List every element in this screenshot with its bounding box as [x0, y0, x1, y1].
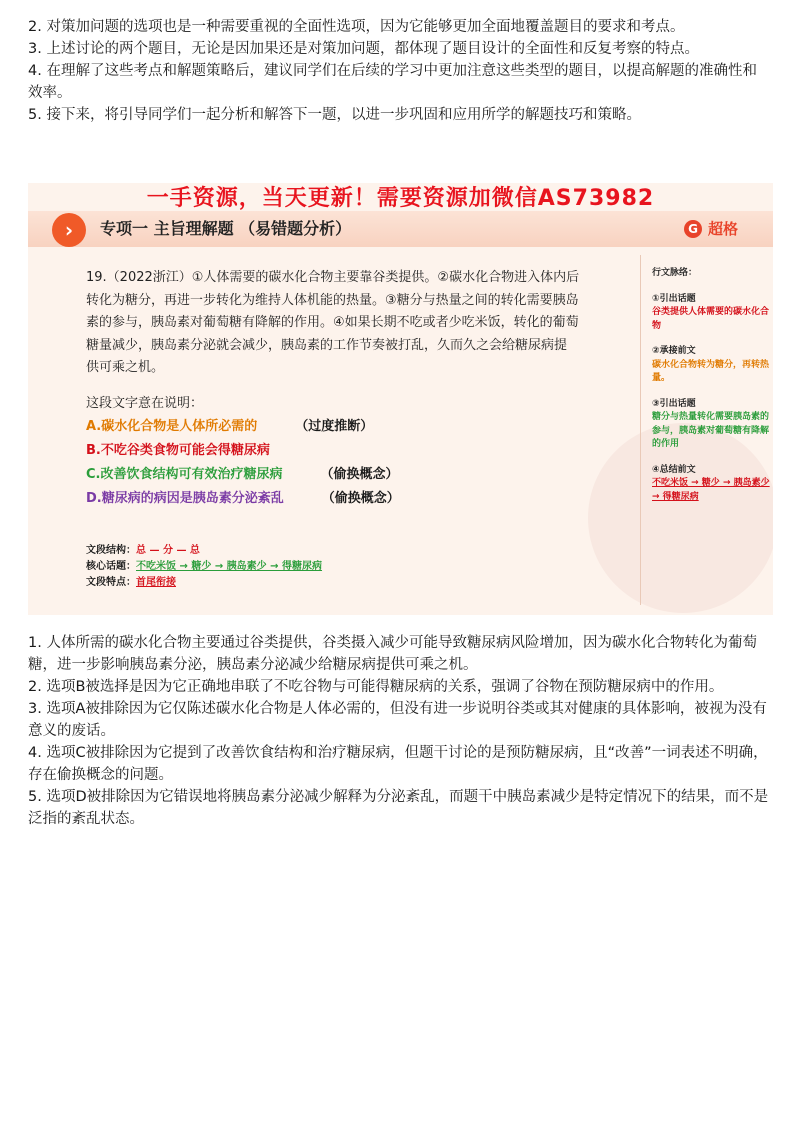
brand-logo: [684, 216, 738, 242]
sidebar-heading: ①引出话题: [652, 293, 696, 304]
passage-line: 19.（2022浙江）①人体需要的碳水化合物主要靠谷类提供。②碳水化合物进入体内后: [86, 270, 580, 285]
sidebar-body: 谷类提供人体需要的碳水化合物: [652, 307, 770, 331]
structure-value: 不吃米饭 → 糖少 → 胰岛素少 → 得糖尿病: [136, 561, 323, 572]
structure-label: 文段结构：: [86, 545, 136, 556]
option-tag: （过度推断）: [295, 419, 374, 434]
brand-icon: G: [684, 220, 702, 238]
paragraph: 5. 接下来，将引导同学们一起分析和解答下一题，以进一步巩固和应用所学的解题技巧和策略。: [28, 107, 641, 123]
sidebar-heading: ④总结前文: [652, 464, 696, 475]
structure-row: [86, 575, 322, 591]
chevron-right-icon: ›: [52, 213, 86, 247]
option-b: [86, 440, 646, 462]
analysis-text: [28, 632, 776, 830]
structure-row: [86, 559, 322, 575]
structure-value: 总 — 分 — 总: [136, 545, 200, 556]
option-c: [86, 464, 646, 486]
option-tag: （偷换概念）: [320, 467, 399, 482]
passage-line: 转化为糖分，再进一步转化为维持人体机能的热量。③糖分与热量之间的转化需要胰岛: [86, 292, 579, 308]
paragraph: 3. 上述讨论的两个题目，无论是因加果还是对策加问题，都体现了题目设计的全面性和反复考察的特点。: [28, 41, 699, 57]
paragraph: 5. 选项D被排除因为它错误地将胰岛素分泌减少解释为分泌紊乱，而题干中胰岛素减少是特定情况下的结果，而不是泛指的紊乱状态。: [28, 789, 769, 827]
slide-title: 专项一 主旨理解题 （易错题分析）: [100, 219, 352, 238]
sidebar-heading: ③引出话题: [652, 398, 696, 409]
passage-line: 供可乘之机。: [86, 360, 165, 375]
passage-line: 糖量减少，胰岛素分泌就会减少，胰岛素的工作节奏被打乱，久而久之会给糖尿病提: [86, 337, 568, 353]
outline-sidebar: [652, 267, 770, 504]
option-a: [86, 416, 646, 438]
paragraph: 4. 在理解了这些考点和解题策略后，建议同学们在后续的学习中更加注意这些类型的题目，以提高解题的准确性和效率。: [28, 63, 757, 101]
paragraph: 4. 选项C被排除因为它提到了改善饮食结构和治疗糖尿病，但题干讨论的是预防糖尿病，且“改善”一词表述不明确，存在偷换概念的问题。: [28, 745, 768, 783]
sidebar-body: 糖分与热量转化需要胰岛素的参与，胰岛素对葡萄糖有降解的作用: [652, 412, 770, 449]
option-text: B.不吃谷类食物可能会得糖尿病: [86, 443, 270, 458]
paragraph: 2. 对策加问题的选项也是一种需要重视的全面性选项，因为它能够更加全面地覆盖题目的要求和考点。: [28, 19, 685, 35]
structure-label: 文段特点：: [86, 577, 136, 588]
structure-label: 核心话题：: [86, 561, 136, 572]
question-passage: [86, 267, 636, 380]
option-tag: （偷换概念）: [321, 491, 400, 506]
option-d: [86, 488, 646, 510]
sidebar-title: 行文脉络：: [652, 268, 698, 278]
option-text: A.碳水化合物是人体所必需的: [86, 419, 258, 434]
structure-summary: [86, 543, 322, 591]
option-text: D.糖尿病的病因是胰岛素分泌紊乱: [86, 491, 284, 506]
structure-row: [86, 543, 322, 559]
brand-name: 超格: [708, 220, 739, 238]
option-text: C.改善饮食结构可有效治疗糖尿病: [86, 467, 283, 482]
sidebar-heading: ②承接前文: [652, 346, 696, 356]
paragraph: 1. 人体所需的碳水化合物主要通过谷类提供，谷类摄入减少可能导致糖尿病风险增加，因为碳水化合物转化为葡萄糖，进一步影响胰岛素分泌，胰岛素分泌减少给糖尿病提供可乘之机。: [28, 635, 757, 673]
sidebar-body: 不吃米饭 → 糖少 → 胰岛素少 → 得糖尿病: [652, 478, 770, 502]
resource-banner: 一手资源，当天更新！需要资源加微信AS73982: [146, 186, 655, 211]
passage-line: 素的参与，胰岛素对葡萄糖有降解的作用。④如果长期不吃或者少吃米饭，转化的葡萄: [86, 315, 579, 330]
lecture-slide-image: [28, 183, 773, 615]
paragraph: 2. 选项B被选择是因为它正确地串联了不吃谷物与可能得糖尿病的关系，强调了谷物在预防糖尿病中的作用。: [28, 679, 724, 695]
structure-value: 首尾衔接: [136, 577, 176, 588]
question-prompt: 这段文字意在说明：: [86, 396, 204, 411]
intro-text: [28, 16, 768, 126]
paragraph: 3. 选项A被排除因为它仅陈述碳水化合物是人体必需的，但没有进一步说明谷类或其对健康的具体影响，被视为没有意义的废话。: [28, 701, 767, 739]
sidebar-body: 碳水化合物转为糖分，再转热量。: [652, 359, 770, 383]
